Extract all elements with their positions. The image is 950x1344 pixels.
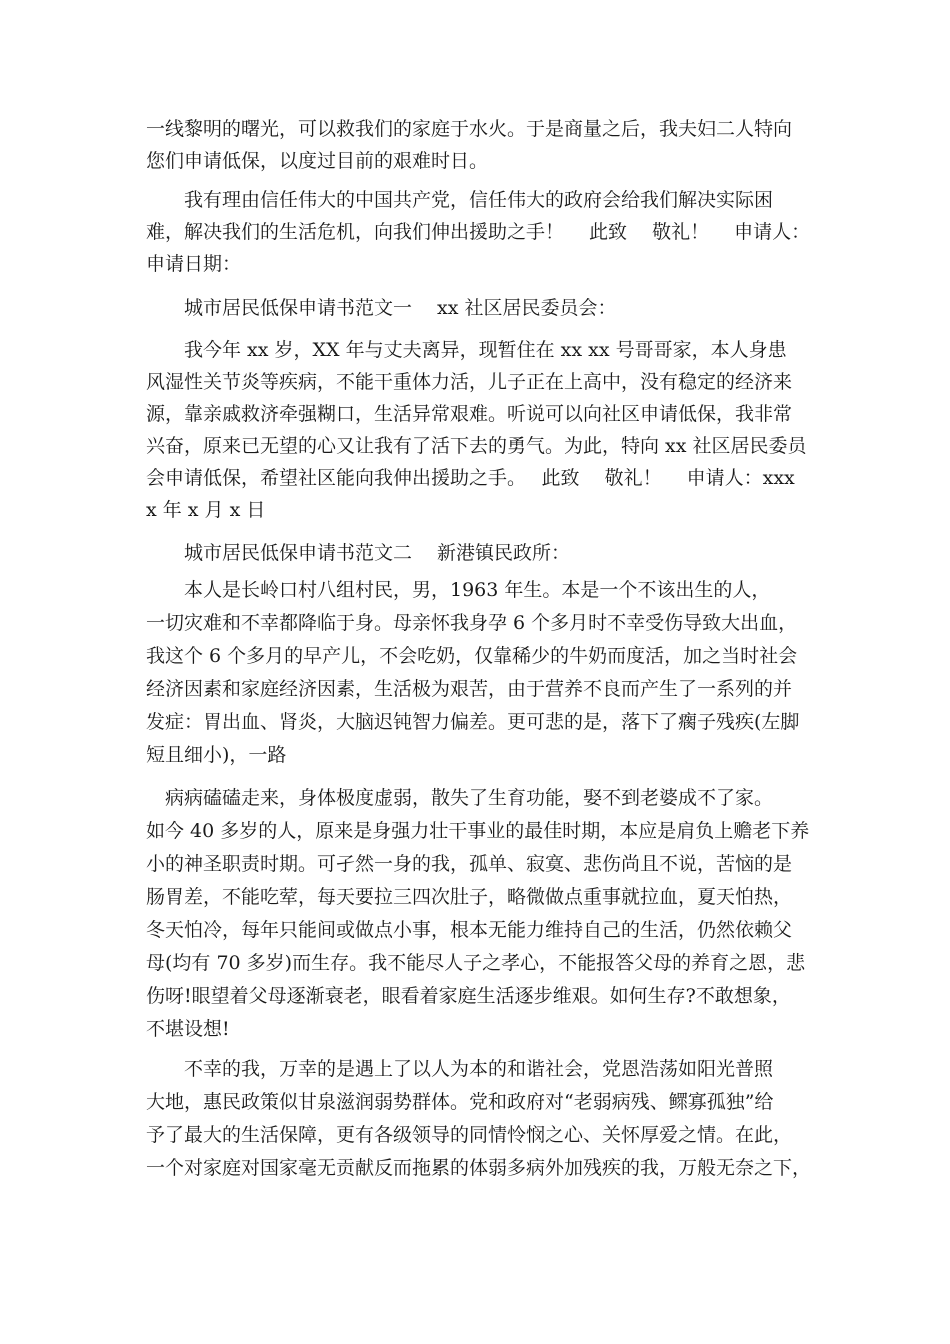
section-heading: 城市居民低保申请书范文二 新港镇民政所： [146, 542, 571, 564]
text-line: 我有理由信任伟大的中国共产党，信任伟大的政府会给我们解决实际困 [146, 189, 774, 211]
text-line: 予了最大的生活保障，更有各级领导的同情怜悯之心、关怀厚爱之情。在此， [146, 1124, 793, 1146]
text-line: 申请日期： [146, 253, 242, 275]
text-line: 一个对家庭对国家毫无贡献反而拖累的体弱多病外加残疾的我，万般无奈之下， [146, 1157, 812, 1179]
text-line: 源，靠亲戚救济牵强糊口，生活异常艰难。听说可以向社区申请低保，我非常 [146, 403, 793, 425]
text-line: 冬天怕冷，每年只能间或做点小事，根本无能力维持自己的生活，仍然依赖父 [146, 919, 793, 941]
section-heading: 城市居民低保申请书范文一 xx 社区居民委员会： [146, 297, 617, 319]
text-line: 病病磕磕走来，身体极度虚弱，散失了生育功能，娶不到老婆成不了家。 [146, 787, 774, 809]
text-line: 伤呀!眼望着父母逐渐衰老，眼看着家庭生活逐步维艰。如何生存?不敢想象， [146, 985, 791, 1007]
text-line: 不幸的我，万幸的是遇上了以人为本的和谐社会，党恩浩荡如阳光普照 [146, 1058, 774, 1080]
text-line: 小的神圣职责时期。可孑然一身的我，孤单、寂寞、悲伤尚且不说，苦恼的是 [146, 853, 793, 875]
text-line: x 年 x 月 x 日 [146, 499, 266, 521]
text-line: 兴奋，原来已无望的心又让我有了活下去的勇气。为此，特向 xx 社区居民委员 [146, 435, 807, 457]
text-line: 您们申请低保，以度过目前的艰难时日。 [146, 150, 489, 172]
text-line: 难，解决我们的生活危机，向我们伸出援助之手！ 此致 敬礼！ 申请人： [146, 221, 811, 243]
text-line: 一切灾难和不幸都降临于身。母亲怀我身孕 6 个多月时不幸受伤导致大出血， [146, 612, 798, 634]
text-line: 风湿性关节炎等疾病，不能干重体力活，儿子正在上高中，没有稳定的经济来 [146, 371, 793, 393]
text-line: 发症：胃出血、肾炎，大脑迟钝智力偏差。更可悲的是，落下了瘸子残疾(左脚 [146, 711, 800, 733]
text-line: 会申请低保，希望社区能向我伸出援助之手。 此致 敬礼！ 申请人：xxx [146, 467, 795, 489]
text-line: 经济因素和家庭经济因素，生活极为艰苦，由于营养不良而产生了一系列的并 [146, 678, 793, 700]
text-line: 不堪设想! [146, 1018, 230, 1040]
text-line: 一线黎明的曙光，可以救我们的家庭于水火。于是商量之后，我夫妇二人特向 [146, 118, 793, 140]
text-line: 大地，惠民政策似甘泉滋润弱势群体。党和政府对“老弱病残、鳏寡孤独”给 [146, 1091, 774, 1113]
text-line: 肠胃差，不能吃荤，每天要拉三四次肚子，略微做点重事就拉血，夏天怕热， [146, 886, 793, 908]
text-line: 本人是长岭口村八组村民，男，1963 年生。本是一个不该出生的人， [146, 579, 771, 601]
text-line: 短且细小)，一路 [146, 744, 287, 766]
text-line: 如今 40 多岁的人，原来是身强力壮干事业的最佳时期，本应是肩负上赡老下养 [146, 820, 810, 842]
text-line: 我这个 6 个多月的早产儿，不会吃奶，仅靠稀少的牛奶而度活，加之当时社会 [146, 645, 798, 667]
text-line: 我今年 xx 岁，XX 年与丈夫离异，现暂住在 xx xx 号哥哥家，本人身患 [146, 339, 787, 361]
text-line: 母(均有 70 多岁)而生存。我不能尽人子之孝心，不能报答父母的养育之恩，悲 [146, 952, 806, 974]
